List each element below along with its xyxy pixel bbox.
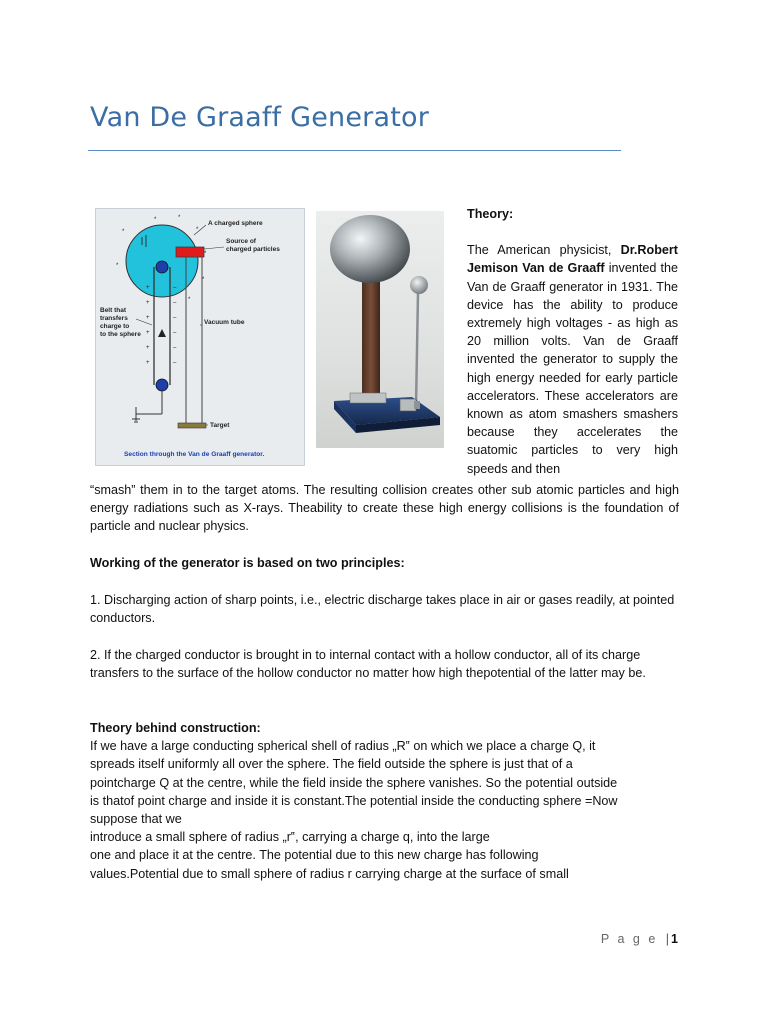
svg-text:*: *	[196, 227, 199, 233]
principle-2: 2. If the charged conductor is brought in to internal contact with a hollow conductor, all of its charge transfers to the surface of the hollow conductor no matter how high thepotential of the latter may be.	[90, 648, 646, 681]
photo-small-sphere	[410, 276, 428, 294]
title-underline	[88, 150, 621, 151]
svg-text:+: +	[146, 300, 150, 306]
label-source-2: charged particles	[226, 246, 280, 253]
principles-block	[90, 554, 679, 572]
generator-photo	[316, 211, 444, 448]
theory-heading: Theory:	[467, 207, 514, 221]
label-belt-4: to the sphere	[100, 331, 141, 338]
top-pulley	[156, 261, 168, 273]
svg-text:–: –	[173, 360, 177, 366]
principles-heading: Working of the generator is based on two principles:	[90, 556, 405, 570]
page-word: P a g e	[600, 932, 658, 946]
svg-text:*: *	[154, 217, 157, 223]
svg-text:*: *	[204, 251, 207, 257]
svg-text:–: –	[173, 330, 177, 336]
bottom-pulley	[156, 379, 168, 391]
label-target: Target	[210, 422, 230, 429]
svg-text:+: +	[146, 345, 150, 351]
construction-heading: Theory behind construction:	[90, 721, 261, 735]
target-block	[178, 423, 206, 428]
label-belt-3: charge to	[100, 323, 130, 330]
spacer	[467, 223, 678, 241]
photo-main-sphere	[330, 215, 410, 283]
svg-text:–: –	[173, 285, 177, 291]
svg-text:+: +	[146, 360, 150, 366]
source-box	[176, 247, 204, 257]
svg-text:–: –	[173, 315, 177, 321]
construction-line: spreads itself uniformly all over the sphere. The field outside the sphere is just that of a	[90, 757, 573, 772]
label-source-1: Source of	[226, 238, 256, 245]
intro-rest: invented the Van de Graaff generator in 1931. The device has the ability to produce extremely high voltages - as high as 20 million volts. Van de Graaff invented the generator to supply the high energy needed for early particle accelerators. These accelerators are known as atom smashers smashers because they accelerates the suatomic particles to very high speeds and then	[467, 261, 678, 476]
diagram-caption: Section through the Van de Graaff generator.	[124, 451, 265, 458]
intro-continuation-block	[90, 481, 679, 536]
construction-line: one and place it at the centre. The potential due to this new charge has following	[90, 848, 539, 863]
theory-column	[467, 205, 678, 478]
document-title: Van De Graaff Generator	[90, 102, 430, 133]
generator-diagram	[95, 208, 305, 466]
page-separator: |	[665, 932, 670, 946]
principle-1-block	[90, 591, 679, 627]
construction-line: values.Potential due to small sphere of radius r carrying charge at the surface of small	[90, 866, 569, 881]
svg-text:*: *	[178, 215, 181, 221]
inventor-name: Dr.Robert Jemison Van de Graaff	[467, 243, 678, 276]
svg-text:*: *	[122, 229, 125, 235]
svg-text:+: +	[146, 285, 150, 291]
svg-text:–: –	[173, 345, 177, 351]
svg-text:*: *	[116, 263, 119, 269]
construction-block	[90, 719, 690, 883]
construction-line: suppose that we	[90, 812, 182, 827]
photo-column	[362, 266, 380, 394]
principle-1: 1. Discharging action of sharp points, i.e., electric discharge takes place in air or gases readily, at pointed conductors.	[90, 593, 675, 626]
page-footer	[601, 932, 678, 946]
svg-text:–: –	[173, 300, 177, 306]
photo-svg	[316, 211, 444, 448]
intro-continuation: “smash” them in to the target atoms. The resulting collision creates other sub atomic particles and high energy radiations such as X-rays. Theability to create these high energy collisions is the foundation of particle and nuclear physics.	[90, 483, 679, 534]
intro-lead: The American physicist,	[467, 243, 621, 258]
label-tube: Vacuum tube	[204, 319, 245, 326]
construction-line: is thatof point charge and inside it is constant.The potential inside the conducting sphere =Now	[90, 793, 618, 808]
svg-text:*: *	[202, 277, 205, 283]
svg-text:+: +	[146, 330, 150, 336]
label-belt-2: transfers	[100, 315, 128, 322]
svg-text:*: *	[188, 297, 191, 303]
svg-text:+: +	[146, 315, 150, 321]
principle-2-block	[90, 646, 679, 682]
construction-line: introduce a small sphere of radius „r‟, carrying a charge q, into the large	[90, 830, 490, 845]
construction-line: pointcharge Q at the centre, while the field inside the sphere vanishes. So the potential outside	[90, 775, 618, 790]
theory-intro	[467, 241, 678, 478]
construction-line: If we have a large conducting spherical shell of radius „R‟ on which we place a charge Q, it	[90, 739, 596, 754]
label-belt-1: Belt that	[100, 307, 126, 314]
diagram-svg	[96, 209, 304, 465]
page-number: 1	[671, 932, 678, 946]
label-sphere: A charged sphere	[208, 220, 263, 227]
